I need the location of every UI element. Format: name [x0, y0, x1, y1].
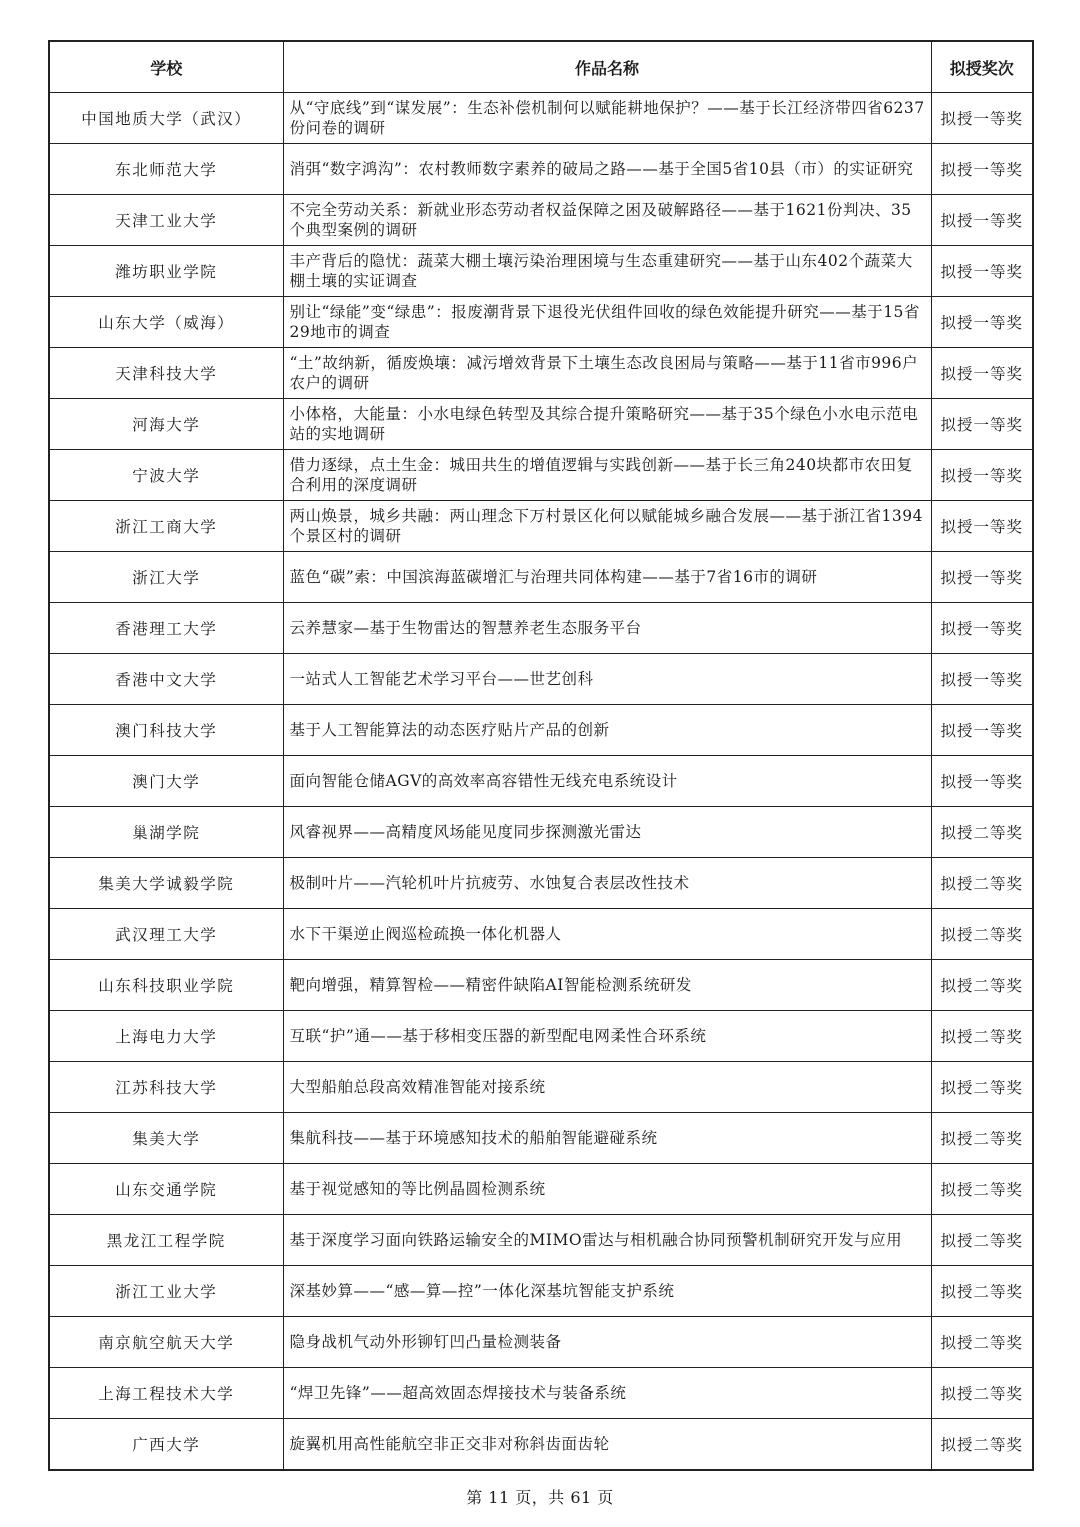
table-row: [49, 960, 1033, 1011]
work-title-cell: 从“守底线”到“谋发展”：生态补偿机制何以赋能耕地保护？——基于长江经济带四省6237份问卷的调研: [283, 93, 931, 144]
work-title-cell: 深基妙算——“感—算—控”一体化深基坑智能支护系统: [283, 1266, 931, 1317]
table-row: [49, 1215, 1033, 1266]
school-cell: 集美大学诚毅学院: [49, 858, 283, 909]
work-title-cell: 隐身战机气动外形铆钉凹凸量检测装备: [283, 1317, 931, 1368]
work-title-cell: 极制叶片——汽轮机叶片抗疲劳、水蚀复合表层改性技术: [283, 858, 931, 909]
page-number-footer: 第 11 页，共 61 页: [466, 1488, 614, 1507]
work-title-cell: 借力逐绿，点土生金：城田共生的增值逻辑与实践创新——基于长三角240块都市农田复合利用的深度调研: [283, 450, 931, 501]
table-row: [49, 552, 1033, 603]
school-cell: 天津工业大学: [49, 195, 283, 246]
work-title-cell: 别让“绿能”变“绿患”：报废潮背景下退役光伏组件回收的绿色效能提升研究——基于15省29地市的调查: [283, 297, 931, 348]
award-cell: 拟授二等奖: [931, 1419, 1033, 1471]
school-cell: 香港中文大学: [49, 654, 283, 705]
table-row: [49, 1062, 1033, 1113]
award-cell: 拟授二等奖: [931, 807, 1033, 858]
table-row: [49, 195, 1033, 246]
table-row: [49, 1011, 1033, 1062]
table-row: [49, 348, 1033, 399]
table-row: [49, 399, 1033, 450]
school-cell: 天津科技大学: [49, 348, 283, 399]
table-header-row: [49, 41, 1033, 93]
work-title-cell: “土”故纳新，循废焕壤：减污增效背景下土壤生态改良困局与策略——基于11省市996户农户的调研: [283, 348, 931, 399]
award-cell: 拟授二等奖: [931, 1164, 1033, 1215]
table-row: [49, 501, 1033, 552]
table-row: [49, 1368, 1033, 1419]
table-row: [49, 1419, 1033, 1471]
work-title-cell: 靶向增强，精算智检——精密件缺陷AI智能检测系统研发: [283, 960, 931, 1011]
award-cell: 拟授一等奖: [931, 654, 1033, 705]
work-title-cell: 不完全劳动关系：新就业形态劳动者权益保障之困及破解路径——基于1621份判决、35个典型案例的调研: [283, 195, 931, 246]
school-cell: 浙江工商大学: [49, 501, 283, 552]
work-title-cell: 消弭“数字鸿沟”：农村教师数字素养的破局之路——基于全国5省10县（市）的实证研究: [283, 144, 931, 195]
school-cell: 山东科技职业学院: [49, 960, 283, 1011]
table-row: [49, 450, 1033, 501]
award-cell: 拟授一等奖: [931, 144, 1033, 195]
award-cell: 拟授一等奖: [931, 195, 1033, 246]
award-cell: 拟授二等奖: [931, 1215, 1033, 1266]
header-school: 学校: [49, 41, 283, 93]
table-row: [49, 246, 1033, 297]
work-title-cell: 旋翼机用高性能航空非正交非对称斜齿面齿轮: [283, 1419, 931, 1471]
school-cell: 东北师范大学: [49, 144, 283, 195]
work-title-cell: 云养慧家—基于生物雷达的智慧养老生态服务平台: [283, 603, 931, 654]
award-cell: 拟授一等奖: [931, 246, 1033, 297]
table-row: [49, 144, 1033, 195]
work-title-cell: 小体格，大能量：小水电绿色转型及其综合提升策略研究——基于35个绿色小水电示范电站的实地调研: [283, 399, 931, 450]
table-row: [49, 807, 1033, 858]
award-cell: 拟授一等奖: [931, 399, 1033, 450]
table-row: [49, 1317, 1033, 1368]
work-title-cell: 互联“护”通——基于移相变压器的新型配电网柔性合环系统: [283, 1011, 931, 1062]
school-cell: 山东交通学院: [49, 1164, 283, 1215]
school-cell: 中国地质大学（武汉）: [49, 93, 283, 144]
table-body: [49, 93, 1033, 1471]
award-cell: 拟授一等奖: [931, 297, 1033, 348]
award-cell: 拟授一等奖: [931, 450, 1033, 501]
header-work: 作品名称: [283, 41, 931, 93]
school-cell: 集美大学: [49, 1113, 283, 1164]
work-title-cell: 大型船舶总段高效精准智能对接系统: [283, 1062, 931, 1113]
award-cell: 拟授一等奖: [931, 93, 1033, 144]
table-row: [49, 654, 1033, 705]
school-cell: 澳门科技大学: [49, 705, 283, 756]
table-row: [49, 705, 1033, 756]
table-row: [49, 858, 1033, 909]
award-cell: 拟授一等奖: [931, 705, 1033, 756]
table-row: [49, 297, 1033, 348]
award-cell: 拟授二等奖: [931, 1113, 1033, 1164]
school-cell: 上海电力大学: [49, 1011, 283, 1062]
table-row: [49, 603, 1033, 654]
work-title-cell: 水下干渠逆止阀巡检疏换一体化机器人: [283, 909, 931, 960]
table-row: [49, 756, 1033, 807]
school-cell: 宁波大学: [49, 450, 283, 501]
school-cell: 黑龙江工程学院: [49, 1215, 283, 1266]
work-title-cell: 基于人工智能算法的动态医疗贴片产品的创新: [283, 705, 931, 756]
table-row: [49, 93, 1033, 144]
award-cell: 拟授一等奖: [931, 552, 1033, 603]
work-title-cell: “焊卫先锋”——超高效固态焊接技术与装备系统: [283, 1368, 931, 1419]
work-title-cell: 基于视觉感知的等比例晶圆检测系统: [283, 1164, 931, 1215]
work-title-cell: 丰产背后的隐忧：蔬菜大棚土壤污染治理困境与生态重建研究——基于山东402个蔬菜大棚土壤的实证调查: [283, 246, 931, 297]
school-cell: 澳门大学: [49, 756, 283, 807]
work-title-cell: 面向智能仓储AGV的高效率高容错性无线充电系统设计: [283, 756, 931, 807]
award-cell: 拟授一等奖: [931, 501, 1033, 552]
work-title-cell: 两山焕景，城乡共融：两山理念下万村景区化何以赋能城乡融合发展——基于浙江省1394个景区村的调研: [283, 501, 931, 552]
work-title-cell: 蓝色“碳”索：中国滨海蓝碳增汇与治理共同体构建——基于7省16市的调研: [283, 552, 931, 603]
work-title-cell: 基于深度学习面向铁路运输安全的MIMO雷达与相机融合协同预警机制研究开发与应用: [283, 1215, 931, 1266]
header-award: 拟授奖次: [931, 41, 1033, 93]
work-title-cell: 风睿视界——高精度风场能见度同步探测激光雷达: [283, 807, 931, 858]
award-cell: 拟授二等奖: [931, 960, 1033, 1011]
table-row: [49, 1164, 1033, 1215]
table-row: [49, 1266, 1033, 1317]
award-cell: 拟授二等奖: [931, 1062, 1033, 1113]
school-cell: 江苏科技大学: [49, 1062, 283, 1113]
school-cell: 上海工程技术大学: [49, 1368, 283, 1419]
school-cell: 浙江大学: [49, 552, 283, 603]
work-title-cell: 一站式人工智能艺术学习平台——世艺创科: [283, 654, 931, 705]
award-cell: 拟授二等奖: [931, 909, 1033, 960]
table-row: [49, 1113, 1033, 1164]
award-cell: 拟授二等奖: [931, 1368, 1033, 1419]
award-cell: 拟授二等奖: [931, 1011, 1033, 1062]
school-cell: 武汉理工大学: [49, 909, 283, 960]
award-cell: 拟授一等奖: [931, 603, 1033, 654]
school-cell: 河海大学: [49, 399, 283, 450]
award-cell: 拟授一等奖: [931, 756, 1033, 807]
school-cell: 南京航空航天大学: [49, 1317, 283, 1368]
school-cell: 广西大学: [49, 1419, 283, 1471]
award-cell: 拟授二等奖: [931, 858, 1033, 909]
award-cell: 拟授二等奖: [931, 1317, 1033, 1368]
work-title-cell: 集航科技——基于环境感知技术的船舶智能避碰系统: [283, 1113, 931, 1164]
award-cell: 拟授一等奖: [931, 348, 1033, 399]
awards-table: [48, 40, 1034, 1471]
award-cell: 拟授二等奖: [931, 1266, 1033, 1317]
school-cell: 山东大学（威海）: [49, 297, 283, 348]
school-cell: 巢湖学院: [49, 807, 283, 858]
school-cell: 浙江工业大学: [49, 1266, 283, 1317]
table-row: [49, 909, 1033, 960]
school-cell: 潍坊职业学院: [49, 246, 283, 297]
school-cell: 香港理工大学: [49, 603, 283, 654]
